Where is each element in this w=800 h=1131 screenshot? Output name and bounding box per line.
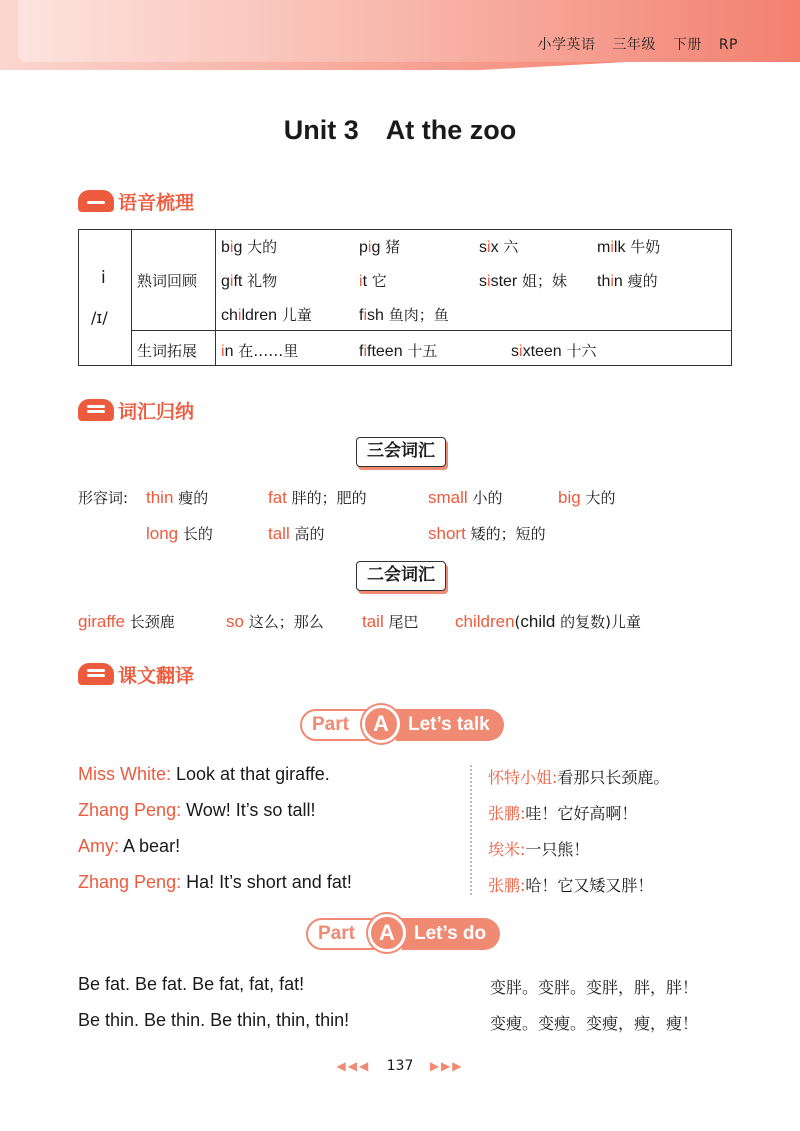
term: 下册 bbox=[672, 37, 702, 53]
part-title: Let’s do bbox=[414, 923, 487, 944]
line-text: Wow! It’s so tall! bbox=[181, 800, 316, 820]
section-number-one-icon bbox=[78, 190, 114, 212]
page-title: Unit 3 At the zoo bbox=[283, 115, 517, 145]
word-cn: 瘦的 bbox=[622, 272, 658, 290]
vocab-children-cn: 儿童 bbox=[611, 613, 642, 631]
part-label: Part bbox=[318, 923, 355, 944]
word-cn: 牛奶 bbox=[625, 238, 661, 256]
word-post: ster bbox=[490, 273, 518, 290]
speaker-cn: 怀特小姐: bbox=[488, 768, 558, 787]
speaker-cn: 张鹏: bbox=[488, 804, 526, 823]
word-pre: f bbox=[359, 307, 364, 324]
word-cn: 鱼肉；鱼 bbox=[383, 306, 449, 324]
word-post: ldren bbox=[241, 307, 278, 324]
adj-row-1 bbox=[78, 487, 128, 508]
vocab-children-note-en: child bbox=[520, 612, 556, 631]
part-a-lets-talk-badge bbox=[300, 709, 510, 741]
known-word bbox=[597, 236, 660, 257]
word-en bbox=[359, 307, 384, 324]
part-letter: A bbox=[379, 920, 395, 945]
word-pre: b bbox=[221, 239, 230, 256]
word-pre: ch bbox=[221, 307, 238, 324]
part-letter: A bbox=[373, 711, 389, 736]
word-cn: 十六 bbox=[561, 342, 597, 360]
word-en bbox=[511, 343, 562, 360]
word-en bbox=[359, 343, 403, 360]
vocab-en: thin bbox=[146, 488, 174, 507]
word-cn: 在……里 bbox=[233, 342, 299, 360]
word-vowel: i bbox=[610, 239, 614, 256]
new-word bbox=[511, 340, 596, 361]
word-post: g bbox=[233, 239, 243, 256]
sound-letter: i bbox=[101, 268, 106, 288]
vocab-cn: 长的 bbox=[178, 525, 213, 543]
word-post: fteen bbox=[367, 343, 403, 360]
level3-badge: 三会词汇 bbox=[356, 437, 446, 467]
word-vowel: i bbox=[221, 343, 225, 360]
chant-line-cn: 变胖。变胖。变胖，胖，胖！ bbox=[490, 978, 699, 997]
dialogue-line-cn bbox=[488, 837, 589, 860]
known-word bbox=[359, 304, 449, 325]
vocab-word bbox=[146, 523, 213, 544]
vocab-word bbox=[558, 487, 615, 508]
word-en bbox=[359, 239, 380, 256]
footer-right-arrows: ▶▶▶ bbox=[429, 1059, 464, 1073]
vocab-word bbox=[78, 611, 175, 632]
word-cn: 六 bbox=[498, 238, 519, 256]
section-vocab-title: 词汇归纳 bbox=[118, 401, 195, 423]
vocab-cn: 小的 bbox=[467, 489, 503, 507]
vocab-word bbox=[268, 523, 325, 544]
word-cn: 大的 bbox=[242, 238, 278, 256]
vocab-children-en: children bbox=[455, 612, 515, 631]
vocab-en: big bbox=[558, 488, 581, 507]
word-post: n bbox=[613, 273, 623, 290]
word-vowel: i bbox=[363, 343, 368, 360]
word-pre: p bbox=[359, 239, 368, 256]
word-vowel: i bbox=[229, 239, 234, 256]
word-cn: 十五 bbox=[402, 342, 438, 360]
word-pre: s bbox=[479, 273, 487, 290]
word-post: x bbox=[490, 239, 499, 256]
sound-column bbox=[79, 230, 132, 365]
vocab-cn: 高的 bbox=[289, 525, 325, 543]
word-cn: 猪 bbox=[380, 238, 401, 256]
word-post: xteen bbox=[522, 343, 562, 360]
line-text: Look at that giraffe. bbox=[171, 764, 330, 784]
vocab-cn: 瘦的 bbox=[173, 489, 209, 507]
word-en bbox=[479, 273, 517, 290]
chant-line-en: Be thin. Be thin. Be thin, thin, thin! bbox=[78, 1010, 350, 1030]
dialogue-line-cn bbox=[488, 873, 653, 896]
vocab-en: giraffe bbox=[78, 612, 125, 631]
page-number: 137 bbox=[386, 1058, 414, 1074]
new-word bbox=[221, 340, 298, 361]
known-word bbox=[221, 270, 277, 291]
dialogue-line-en bbox=[78, 872, 352, 893]
dialogue-line-en bbox=[78, 800, 315, 821]
word-pre: f bbox=[359, 343, 364, 360]
line-text-cn: 哈！它又矮又胖！ bbox=[525, 876, 654, 895]
section-number-three-icon bbox=[78, 663, 114, 685]
word-vowel: i bbox=[487, 273, 491, 290]
word-pre: g bbox=[221, 273, 230, 290]
vocab-word bbox=[226, 611, 324, 632]
word-post: ft bbox=[233, 273, 243, 290]
vocab-cn: 这么；那么 bbox=[243, 613, 324, 631]
known-word bbox=[597, 270, 658, 291]
vocab-children-note-pre: ( bbox=[514, 613, 521, 631]
word-pre: s bbox=[479, 239, 487, 256]
word-post: lk bbox=[613, 239, 626, 256]
word-pre: s bbox=[511, 343, 519, 360]
word-en bbox=[221, 307, 277, 324]
line-text: A bear! bbox=[119, 836, 181, 856]
known-word bbox=[479, 236, 518, 257]
line-text: Ha! It’s short and fat! bbox=[181, 872, 352, 892]
vocab-cn: 尾巴 bbox=[383, 613, 419, 631]
vocab-en: fat bbox=[268, 488, 287, 507]
vocab-cn: 长颈鹿 bbox=[124, 613, 175, 631]
speaker: Amy: bbox=[78, 836, 120, 856]
vocab-word bbox=[362, 611, 419, 632]
chant-line-cn: 变瘦。变瘦。变瘦，瘦，瘦！ bbox=[490, 1014, 699, 1033]
speaker: Zhang Peng: bbox=[78, 800, 182, 820]
word-vowel: i bbox=[519, 343, 523, 360]
grade: 三年级 bbox=[612, 37, 656, 53]
speaker-cn: 埃米: bbox=[488, 840, 526, 859]
adj-label: 形容词: bbox=[78, 489, 129, 507]
known-word bbox=[359, 270, 387, 291]
word-vowel: i bbox=[367, 239, 372, 256]
section-number-two-icon bbox=[78, 399, 114, 421]
word-vowel: i bbox=[229, 273, 234, 290]
line-text-cn: 哇！它好高啊！ bbox=[525, 804, 638, 823]
word-post: g bbox=[371, 239, 381, 256]
word-vowel: i bbox=[359, 273, 363, 290]
line-text-cn: 一只熊！ bbox=[525, 840, 590, 859]
vocab-word bbox=[268, 487, 367, 508]
vocab-children-note-post: 的复数) bbox=[555, 613, 611, 631]
word-en bbox=[597, 273, 623, 290]
dialogue-divider bbox=[470, 765, 472, 895]
vocab-en: tall bbox=[268, 524, 290, 543]
word-en bbox=[359, 273, 367, 290]
speaker-cn: 张鹏: bbox=[488, 876, 526, 895]
vocab-en: short bbox=[428, 524, 466, 543]
word-cn: 礼物 bbox=[242, 272, 278, 290]
vocab-en: so bbox=[226, 612, 244, 631]
vocab-word bbox=[146, 487, 208, 508]
vocab-cn: 大的 bbox=[580, 489, 616, 507]
dialogue-line-en bbox=[78, 764, 330, 785]
word-vowel: i bbox=[237, 307, 242, 324]
vocab-word bbox=[428, 487, 502, 508]
known-word bbox=[359, 236, 400, 257]
word-cn: 姐；妹 bbox=[517, 272, 568, 290]
subject: 小学英语 bbox=[537, 37, 596, 53]
dialogue-line-en bbox=[78, 836, 180, 857]
edition: RP bbox=[718, 37, 738, 53]
new-word bbox=[359, 340, 437, 361]
new-words-label: 生词拓展 bbox=[137, 342, 198, 360]
book-info bbox=[525, 34, 738, 54]
sound-ipa: /ɪ/ bbox=[91, 308, 108, 327]
phonics-table bbox=[78, 229, 732, 366]
word-vowel: i bbox=[487, 239, 491, 256]
known-word bbox=[221, 304, 312, 325]
chant-line-en: Be fat. Be fat. Be fat, fat, fat! bbox=[78, 974, 305, 994]
speaker: Zhang Peng: bbox=[78, 872, 182, 892]
footer-left-arrows: ◀◀◀ bbox=[336, 1059, 371, 1073]
vocab-word bbox=[428, 523, 546, 544]
word-vowel: i bbox=[363, 307, 368, 324]
word-pre: m bbox=[597, 239, 611, 256]
section-translation-title: 课文翻译 bbox=[118, 665, 195, 687]
vocab-cn: 胖的；肥的 bbox=[286, 489, 367, 507]
category-column bbox=[131, 230, 216, 365]
word-vowel: i bbox=[610, 273, 614, 290]
part-title: Let’s talk bbox=[408, 714, 490, 735]
vocab-cn: 矮的；短的 bbox=[465, 525, 546, 543]
line-text-cn: 看那只长颈鹿。 bbox=[557, 768, 670, 787]
word-post: sh bbox=[367, 307, 384, 324]
dialogue-line-cn bbox=[488, 801, 637, 824]
table-divider bbox=[131, 330, 731, 331]
known-word bbox=[221, 236, 277, 257]
word-en bbox=[221, 343, 233, 360]
section-phonics-title: 语音梳理 bbox=[118, 192, 195, 214]
dialogue-line-cn bbox=[488, 765, 669, 788]
vocab-en: small bbox=[428, 488, 468, 507]
vocab-en: long bbox=[146, 524, 179, 543]
word-en bbox=[479, 239, 499, 256]
word-post: t bbox=[362, 273, 368, 290]
known-words-label: 熟词回顾 bbox=[137, 272, 198, 290]
word-cn: 儿童 bbox=[277, 306, 312, 324]
word-post: n bbox=[224, 343, 234, 360]
known-word bbox=[479, 270, 567, 291]
part-label: Part bbox=[312, 714, 349, 735]
word-cn: 它 bbox=[367, 272, 387, 290]
page-footer bbox=[0, 1058, 800, 1074]
part-a-lets-do-badge bbox=[306, 918, 506, 950]
vocab-children bbox=[455, 611, 641, 632]
word-pre: th bbox=[597, 273, 611, 290]
speaker: Miss White: bbox=[78, 764, 172, 784]
vocab-en: tail bbox=[362, 612, 384, 631]
level2-badge: 二会词汇 bbox=[356, 561, 446, 591]
word-en bbox=[597, 239, 625, 256]
word-en bbox=[221, 273, 242, 290]
word-en bbox=[221, 239, 242, 256]
